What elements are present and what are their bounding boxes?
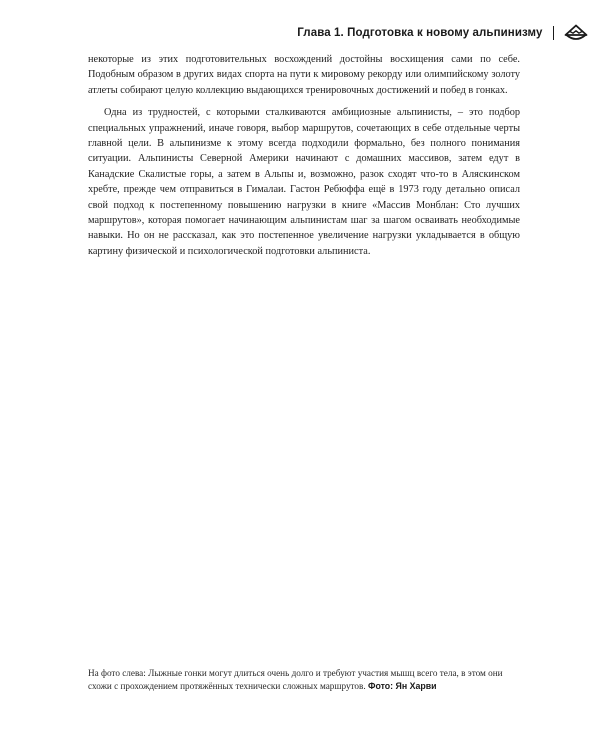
- running-header: [297, 24, 588, 42]
- paragraph: некоторые из этих подготовительных восхождений достойны восхищения сами по себе. Подобным образом в других видах спорта на пути к мировому рекорду или олимпийскому золоту атлеты собирают целую коллекцию выдающихся тренировочных достижений и побед в гонках.: [88, 54, 520, 96]
- body-text: [88, 52, 520, 259]
- paragraph: Одна из трудностей, с которыми сталкиваются амбициозные альпинисты, – это подбор специальных упражнений, иначе говоря, выбор маршрутов, сочетающих в себе отдельные черты главной цели. В альпинизме к этому всегда подходили формально, без полного понимания ситуации. Альпинисты Северной Америки начинают с домашних массивов, затем едут в Канадские Скалистые горы, а затем в Альпы и, возможно, разок сходят что-то в Аляскинском хребте, прежде чем отправиться в Гималаи. Гастон Ребюффа ещё в 1973 году детально описал свой подход к постепенному повышению нагрузки в книге «Массив Монблан: Сто лучших маршрутов», которая помогает начинающим альпинистам шаг за шагом осваивать необходимые навыки. Но он не рассказал, как это постепенное увеличение нагрузки укладывается в общую картину физической и психологической подготовки альпиниста.: [88, 107, 520, 257]
- mountain-emblem-icon: [564, 24, 588, 42]
- caption-text: На фото слева: Лыжные гонки могут длиться очень долго и требуют участия мышц всего тела, в этом они схожи с прохождением протяжённых технически сложных маршрутов.: [88, 668, 503, 691]
- photo-credit: Фото: Ян Харви: [367, 680, 437, 691]
- photo-caption: [88, 667, 508, 692]
- header-divider: [553, 26, 555, 40]
- chapter-title: Глава 1. Подготовка к новому альпинизму: [297, 27, 543, 39]
